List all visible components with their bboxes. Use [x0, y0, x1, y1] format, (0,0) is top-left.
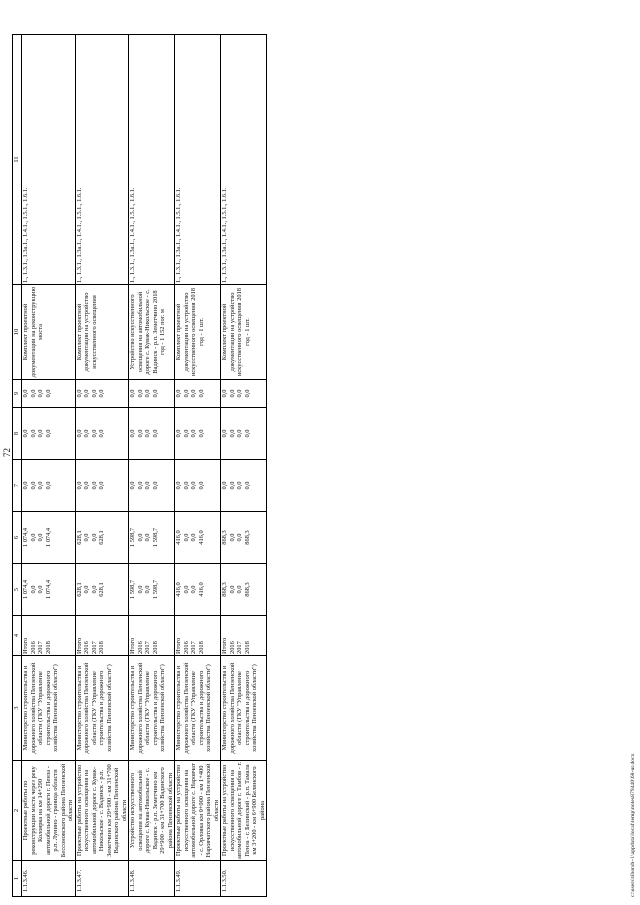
years-cell	[75, 616, 129, 656]
regional-budget-value: 1 074,4	[22, 527, 29, 548]
other-sources-value: 0,0	[75, 389, 83, 398]
local-budget-value: 0,0	[236, 429, 243, 438]
regional-budget-value: 0,0	[182, 533, 190, 542]
federal-budget-value: 0,0	[151, 481, 159, 490]
table-row	[75, 35, 129, 897]
total-amount-value: 416,0	[197, 582, 205, 597]
federal-budget-value: 0,0	[136, 481, 144, 490]
federal-budget-value: 0,0	[197, 481, 205, 490]
years-cell-value: 2018	[98, 641, 105, 654]
other-sources-value: 0,0	[175, 389, 182, 398]
years-cell-value: 2017	[144, 641, 151, 654]
years-cell	[175, 616, 221, 656]
federal-budget-value: 0,0	[190, 481, 197, 490]
total-amount-value: 868,3	[243, 582, 251, 597]
row-number: 1.1.3.49.	[175, 861, 221, 897]
federal-budget-value: 0,0	[144, 481, 151, 490]
regional-budget-value: 0,0	[37, 533, 44, 542]
local-budget-value: 0,0	[98, 429, 105, 438]
indicator-codes: 1., 1.3.1., 1.3а.1., 1.4.1., 1.5.1., 1.6.1.	[221, 35, 267, 285]
indicator-codes: 1., 1.3.1., 1.3а.1., 1.4.1., 1.5.1., 1.6.1.	[75, 35, 129, 285]
years-cell-value: Итого	[22, 637, 29, 654]
total-amount-value: 0,0	[144, 585, 151, 594]
other-sources-value: 0,0	[98, 389, 105, 398]
total-amount-value: 0,0	[90, 585, 98, 594]
total-amount-value: 0,0	[83, 585, 90, 594]
total-amount-value: 1 074,4	[44, 579, 52, 600]
local-budget-value: 0,0	[228, 429, 236, 438]
local-budget-value: 0,0	[44, 429, 52, 438]
other-sources-value: 0,0	[83, 389, 90, 398]
other-sources-value: 0,0	[22, 389, 29, 398]
local-budget-value: 0,0	[221, 429, 228, 438]
federal-budget	[221, 460, 267, 512]
total-amount-value: 628,1	[98, 582, 105, 597]
local-budget	[22, 408, 76, 460]
row-number: 1.1.3.46.	[22, 861, 76, 897]
regional-budget	[221, 512, 267, 564]
years-cell-value: 2016	[228, 641, 236, 654]
total-amount-value: 628,1	[75, 582, 83, 597]
total-amount-value: 0,0	[37, 585, 44, 594]
local-budget-value: 0,0	[129, 429, 136, 438]
total-amount-value: 868,3	[221, 582, 228, 597]
local-budget-value: 0,0	[190, 429, 197, 438]
local-budget	[175, 408, 221, 460]
regional-budget	[22, 512, 76, 564]
other-sources-value: 0,0	[144, 389, 151, 398]
other-sources-value: 0,0	[221, 389, 228, 398]
table-row	[22, 35, 76, 897]
total-amount	[75, 564, 129, 616]
event-name: Проектные работы по реконструкции моста через реку Колоярка на км 14+290 автомобильной дороги г. Пенза - р.п. Лунино - граница области Бессоновского района Пензенской области	[22, 761, 76, 861]
years-cell-value: 2016	[182, 641, 190, 654]
federal-budget	[129, 460, 175, 512]
total-amount-value: 0,0	[190, 585, 197, 594]
years-cell-value: 2017	[190, 641, 197, 654]
regional-budget-value: 1 074,4	[44, 527, 52, 548]
expected-result: Устройство искусственного освещения на автомобильной дороге с. Кувак-Никольское - с. Вадинск - р.п. Земетчино 2018 год - 1 152 пог. м	[129, 285, 175, 380]
column-header-10: 10	[13, 285, 22, 380]
expected-result: Комплект проектной документации на устройство искусственного освещения 2018 год - 1 шт.	[175, 285, 221, 380]
years-cell-value: 2016	[136, 641, 144, 654]
column-header-1: 1	[13, 861, 22, 897]
other-sources-value: 0,0	[197, 389, 205, 398]
responsible-agency: Министерство строительства и дорожного хозяйства Пензенской области (ГКУ "Управление строительства и дорожного хозяйства Пензенской области")	[221, 656, 267, 761]
regional-budget-value: 868,3	[221, 530, 228, 545]
local-budget-value: 0,0	[243, 429, 251, 438]
file-path: c:\users\tiborsh~1\appdata\local\temp\notes879440\68-ur.docx	[630, 753, 636, 897]
other-sources-value: 0,0	[182, 389, 190, 398]
local-budget-value: 0,0	[197, 429, 205, 438]
federal-budget-value: 0,0	[98, 481, 105, 490]
project-table	[12, 34, 267, 897]
years-cell-value: Итого	[75, 637, 83, 654]
column-header-9: 9	[13, 380, 22, 408]
regional-budget-value: 416,0	[175, 530, 182, 545]
column-header-5: 5	[13, 564, 22, 616]
total-amount-value: 1 598,7	[151, 579, 159, 600]
regional-budget-value: 0,0	[236, 533, 243, 542]
years-cell-value: Итого	[221, 637, 228, 654]
table-row	[221, 35, 267, 897]
other-sources-value: 0,0	[44, 389, 52, 398]
local-budget-value: 0,0	[175, 429, 182, 438]
total-amount-value: 1 074,4	[22, 579, 29, 600]
federal-budget-value: 0,0	[236, 481, 243, 490]
federal-budget-value: 0,0	[129, 481, 136, 490]
local-budget-value: 0,0	[29, 429, 37, 438]
total-amount-value: 0,0	[29, 585, 37, 594]
years-cell-value: 2017	[37, 641, 44, 654]
column-header-11: 11	[13, 35, 22, 285]
federal-budget-value: 0,0	[44, 481, 52, 490]
local-budget-value: 0,0	[37, 429, 44, 438]
other-sources-value: 0,0	[29, 389, 37, 398]
regional-budget-value: 1 598,7	[151, 527, 159, 548]
expected-result: Комплект проектной документации на реконструкцию моста	[22, 285, 76, 380]
local-budget-value: 0,0	[90, 429, 98, 438]
page-number: 72	[2, 448, 12, 457]
federal-budget-value: 0,0	[37, 481, 44, 490]
total-amount	[221, 564, 267, 616]
federal-budget-value: 0,0	[243, 481, 251, 490]
indicator-codes: 1., 1.3.1., 1.3а.1., 1.4.1., 1.5.1., 1.6.1.	[22, 35, 76, 285]
federal-budget-value: 0,0	[182, 481, 190, 490]
other-sources-value: 0,0	[37, 389, 44, 398]
federal-budget-value: 0,0	[90, 481, 98, 490]
local-budget-value: 0,0	[136, 429, 144, 438]
years-cell	[22, 616, 76, 656]
local-budget-value: 0,0	[151, 429, 159, 438]
responsible-agency: Министерство строительства и дорожного хозяйства Пензенской области (ГКУ "Управление строительства и дорожного хозяйства Пензенской области")	[75, 656, 129, 761]
years-cell-value: 2018	[197, 641, 205, 654]
responsible-agency: Министерство строительства и дорожного хозяйства Пензенской области (ГКУ "Управление строительства и дорожного хозяйства Пензенской области")	[22, 656, 76, 761]
regional-budget-value: 0,0	[144, 533, 151, 542]
other-sources-value: 0,0	[129, 389, 136, 398]
column-header-6: 6	[13, 512, 22, 564]
other-sources	[175, 380, 221, 408]
indicator-codes: 1., 1.3.1., 1.3а.1., 1.4.1., 1.5.1., 1.6.1.	[175, 35, 221, 285]
regional-budget-value: 868,3	[243, 530, 251, 545]
header-row	[13, 35, 22, 897]
local-budget-value: 0,0	[22, 429, 29, 438]
event-name: Проектные работы на устройство искусственного освещения на автомобильной дороге с. Кувак-Никольское - с. Вадинск - р.п. Земетчино км 29+900 - км 31+700 Вадинского района Пензенской области	[75, 761, 129, 861]
local-budget	[75, 408, 129, 460]
local-budget-value: 0,0	[144, 429, 151, 438]
federal-budget-value: 0,0	[228, 481, 236, 490]
total-amount-value: 416,0	[175, 582, 182, 597]
total-amount	[129, 564, 175, 616]
responsible-agency: Министерство строительства и дорожного хозяйства Пензенской области (ГКУ "Управление строительства и дорожного хозяйства Пензенской области")	[129, 656, 175, 761]
regional-budget-value: 1 598,7	[129, 527, 136, 548]
years-cell-value: Итого	[129, 637, 136, 654]
other-sources	[221, 380, 267, 408]
other-sources	[75, 380, 129, 408]
regional-budget-value: 0,0	[90, 533, 98, 542]
event-name: Проектные работы на устройство искусственного освещения на автомобильной дороге г. Тамбов - г. Пенза - г. Белинский - р.п. Тамала км 3+200 - км 6+900 Белинского района	[221, 762, 266, 859]
federal-budget-value: 0,0	[175, 481, 182, 490]
column-header-3: 3	[13, 656, 22, 761]
total-amount-value: 0,0	[236, 585, 243, 594]
expected-result: Комплект проектной документации на устройство искусственного освещения	[75, 285, 129, 380]
years-cell-value: 2018	[44, 641, 52, 654]
local-budget-value: 0,0	[182, 429, 190, 438]
other-sources-value: 0,0	[136, 389, 144, 398]
regional-budget-value: 0,0	[136, 533, 144, 542]
total-amount-value: 0,0	[136, 585, 144, 594]
years-cell-value: 2017	[90, 641, 98, 654]
table-row	[175, 35, 221, 897]
years-cell	[221, 616, 267, 656]
regional-budget	[75, 512, 129, 564]
total-amount-value: 0,0	[182, 585, 190, 594]
regional-budget-value: 416,0	[197, 530, 205, 545]
regional-budget	[129, 512, 175, 564]
column-header-4: 4	[13, 616, 22, 656]
federal-budget-value: 0,0	[83, 481, 90, 490]
years-cell	[129, 616, 175, 656]
other-sources-value: 0,0	[90, 389, 98, 398]
regional-budget-value: 0,0	[190, 533, 197, 542]
other-sources-value: 0,0	[228, 389, 236, 398]
years-cell-value: 2018	[151, 641, 159, 654]
total-amount	[22, 564, 76, 616]
regional-budget-value: 0,0	[29, 533, 37, 542]
local-budget-value: 0,0	[75, 429, 83, 438]
table-row	[129, 35, 175, 897]
years-cell-value: Итого	[175, 637, 182, 654]
indicator-codes: 1., 1.3.1., 1.3а.1., 1.4.1., 1.5.1., 1.6.1.	[129, 35, 175, 285]
total-amount-value: 1 598,7	[129, 579, 136, 600]
federal-budget	[22, 460, 76, 512]
regional-budget-value: 628,1	[75, 530, 83, 545]
row-number: 1.1.3.47.	[75, 861, 129, 897]
local-budget-value: 0,0	[83, 429, 90, 438]
regional-budget	[175, 512, 221, 564]
federal-budget-value: 0,0	[22, 481, 29, 490]
regional-budget-value: 628,1	[98, 530, 105, 545]
years-cell-value: 2016	[29, 641, 37, 654]
event-name: Устройство искусственного освещения на автомобильной дороге с. Кувак-Никольское - с. Вадинск - р.п. Земетчино км 29+900 - км 31+700 Вадинского района Пензенской области	[129, 761, 175, 861]
other-sources-value: 0,0	[190, 389, 197, 398]
column-header-2: 2	[13, 761, 22, 861]
local-budget	[129, 408, 175, 460]
event-name: Проектные работы на устройство искусственного освещения на автомобильной дороге с. Наровчат - с. Орловка км 0+000 - км 1+400 Наровчатского района Пензенской области	[175, 761, 221, 861]
federal-budget-value: 0,0	[75, 481, 83, 490]
local-budget	[221, 408, 267, 460]
expected-result: Комплект проектной документации на устройство искусственного освещения 2018 год - 1 шт.	[221, 285, 267, 380]
federal-budget-value: 0,0	[221, 481, 228, 490]
column-header-8: 8	[13, 408, 22, 460]
federal-budget	[75, 460, 129, 512]
other-sources-value: 0,0	[243, 389, 251, 398]
other-sources	[22, 380, 76, 408]
responsible-agency: Министерство строительства и дорожного хозяйства Пензенской области (ГКУ "Управление строительства и дорожного хозяйства Пензенской области")	[175, 656, 221, 761]
other-sources	[129, 380, 175, 408]
years-cell-value: 2016	[83, 641, 90, 654]
federal-budget	[175, 460, 221, 512]
total-amount-value: 0,0	[228, 585, 236, 594]
column-header-7: 7	[13, 460, 22, 512]
row-number: 1.1.3.48.	[129, 861, 175, 897]
regional-budget-value: 0,0	[83, 533, 90, 542]
federal-budget-value: 0,0	[29, 481, 37, 490]
total-amount	[175, 564, 221, 616]
other-sources-value: 0,0	[151, 389, 159, 398]
regional-budget-value: 0,0	[228, 533, 236, 542]
years-cell-value: 2017	[236, 641, 243, 654]
years-cell-value: 2018	[243, 641, 251, 654]
other-sources-value: 0,0	[236, 389, 243, 398]
row-number: 1.1.3.50.	[221, 861, 267, 897]
